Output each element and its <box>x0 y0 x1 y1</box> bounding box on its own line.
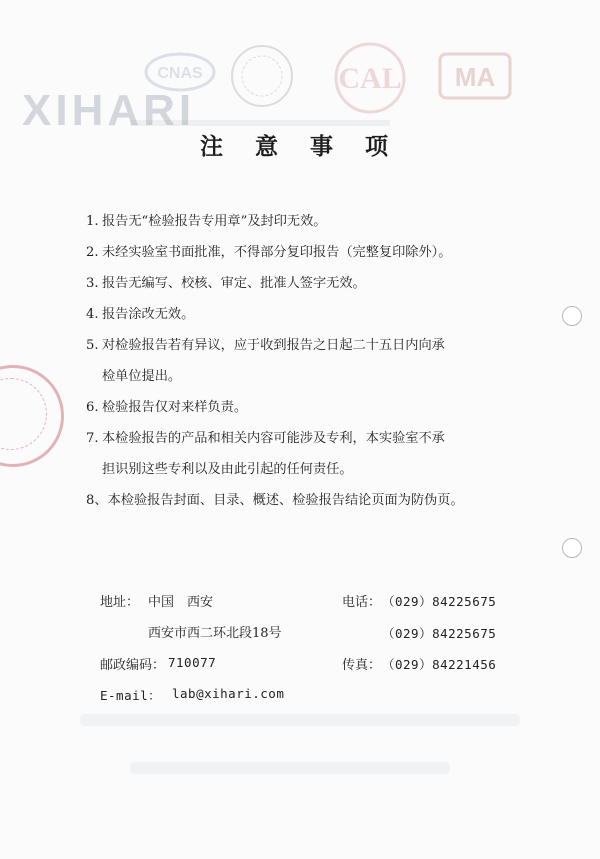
ghost-brand-logo: XIHARI <box>22 86 196 135</box>
note-number: 8、 <box>86 493 108 508</box>
note-text-continued: 担识别这些专利以及由此引起的任何责任。 <box>102 462 353 477</box>
note-number: 3. <box>86 276 99 291</box>
note-text-continued: 检单位提出。 <box>102 369 182 384</box>
note-item <box>86 299 526 330</box>
note-text: 报告无“检验报告专用章”及封印无效。 <box>102 214 327 229</box>
page-title: 注 意 事 项 <box>199 133 401 160</box>
fax-label: 传真： <box>342 658 382 673</box>
note-item <box>86 237 526 268</box>
phone-number-2: （029）84225675 <box>382 626 497 641</box>
note-number: 2. <box>86 245 99 260</box>
note-text: 本检验报告的产品和相关内容可能涉及专利，本实验室不承 <box>102 431 445 446</box>
note-item <box>86 330 526 392</box>
official-seal-partial <box>0 365 64 467</box>
note-text: 报告涂改无效。 <box>102 307 195 322</box>
note-number: 4. <box>86 307 99 322</box>
note-number: 6. <box>86 400 99 415</box>
note-number: 5. <box>86 338 99 353</box>
note-text: 本检验报告封面、目录、概述、检验报告结论页面为防伪页。 <box>107 493 464 508</box>
note-item <box>86 423 526 485</box>
address-line-2: 西安市西二环北段18号 <box>148 626 282 641</box>
note-item <box>86 206 526 237</box>
phone-number-1: （029）84225675 <box>382 594 497 609</box>
note-text: 对检验报告若有异议，应于收到报告之日起二十五日内向承 <box>102 338 445 353</box>
note-item <box>86 392 526 423</box>
punch-hole <box>562 538 582 558</box>
note-number: 7. <box>86 431 99 446</box>
ghost-logo-cal: CAL <box>338 62 402 95</box>
postcode-label: 邮政编码： <box>100 658 166 673</box>
note-item <box>86 268 526 299</box>
ghost-logo-cnas: CNAS <box>157 65 203 82</box>
address-line-1: 中国 西安 <box>148 595 214 610</box>
email-address[interactable]: lab@xihari.com <box>172 686 285 701</box>
address-label: 地址： <box>100 595 140 610</box>
ghost-band <box>130 762 450 774</box>
postcode-value: 710077 <box>168 655 217 670</box>
note-text: 报告无编写、校核、审定、批准人签字无效。 <box>102 276 366 291</box>
phone-label: 电话： <box>342 595 382 610</box>
punch-hole <box>562 306 582 326</box>
note-text: 未经实验室书面批准，不得部分复印报告（完整复印除外）。 <box>102 245 452 260</box>
note-number: 1. <box>86 214 99 229</box>
fax-number: （029）84221456 <box>382 657 497 672</box>
note-item <box>86 485 526 516</box>
note-text: 检验报告仅对来样负责。 <box>102 400 248 415</box>
email-label: E-mail： <box>100 688 162 703</box>
ghost-band <box>80 714 520 726</box>
notes-list <box>86 206 526 516</box>
ghost-logo-ma: MA <box>454 62 496 92</box>
